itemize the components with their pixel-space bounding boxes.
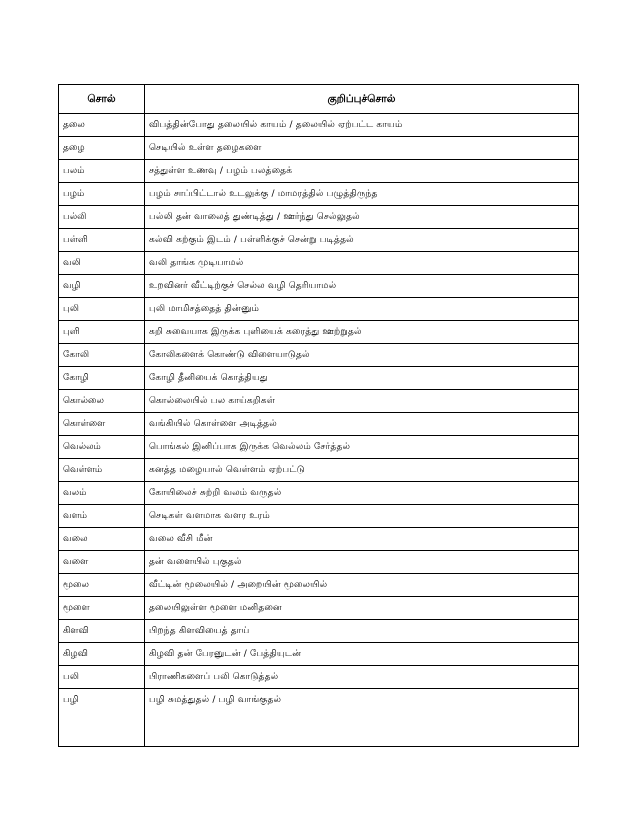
word-cell: பழி [59, 689, 145, 747]
table-row [59, 137, 579, 160]
word-cell: பல்லி [59, 206, 145, 229]
sentence-cell: உறவினர் வீட்டிற்குச் செல்ல வழி தெரியாமல் [145, 275, 579, 298]
word-cell: தலை [59, 114, 145, 137]
word-cell: கொல்லை [59, 390, 145, 413]
sentence-cell: சத்துள்ள உணவு / பழம் பலத்தைக் [145, 160, 579, 183]
sentence-cell: செடிகள் வளமாக வளர உரம் [145, 505, 579, 528]
table-row [59, 275, 579, 298]
table-row [59, 574, 579, 597]
sentence-cell: பழம் சாப்பிட்டால் உடலுக்கு / மாமரத்தில் பழுத்திருந்த [145, 183, 579, 206]
sentence-cell: கோயிலைச் சுற்றி வலம் வருதல் [145, 482, 579, 505]
table-row [59, 367, 579, 390]
table-row [59, 390, 579, 413]
word-cell: வளை [59, 551, 145, 574]
sentence-cell: வீட்டின் மூலையில் / அறையின் மூலையில் [145, 574, 579, 597]
sentence-cell: கறி சுவையாக இருக்க புளியைக் கரைத்து ஊற்றுதல் [145, 321, 579, 344]
word-cell: வெள்ளம் [59, 459, 145, 482]
table-row [59, 229, 579, 252]
word-cell: வளம் [59, 505, 145, 528]
word-cell: மூலை [59, 574, 145, 597]
table-body [59, 114, 579, 747]
table-row [59, 643, 579, 666]
table-row [59, 298, 579, 321]
sentence-cell: பொங்கல் இனிப்பாக இருக்க வெல்லம் சேர்த்தல் [145, 436, 579, 459]
word-cell: பள்ளி [59, 229, 145, 252]
word-cell: வலை [59, 528, 145, 551]
table-row [59, 436, 579, 459]
sentence-cell: வலை வீசி மீன் [145, 528, 579, 551]
table-row [59, 551, 579, 574]
sentence-cell: தன் வளையில் புகுதல் [145, 551, 579, 574]
table-row [59, 252, 579, 275]
word-cell: கிழவி [59, 643, 145, 666]
sentence-cell: பழி சுமத்துதல் / பழி வாங்குதல் [145, 689, 579, 747]
sentence-cell: கோழி தீனியைக் கொத்தியது [145, 367, 579, 390]
word-cell: வெல்லம் [59, 436, 145, 459]
sentence-cell: பிராணிகளைப் பலி கொடுத்தல் [145, 666, 579, 689]
word-cell: வழி [59, 275, 145, 298]
table-row [59, 206, 579, 229]
sentence-cell: கனத்த மழையால் வெள்ளம் ஏற்பட்டு [145, 459, 579, 482]
sentence-cell: பிறந்த கிளவியைத் தாய் [145, 620, 579, 643]
sentence-cell: கொல்லையில் பல காய்கறிகள் [145, 390, 579, 413]
table-row [59, 528, 579, 551]
sentence-cell: கல்வி கற்கும் இடம் / பள்ளிக்குச் சென்று படித்தல் [145, 229, 579, 252]
word-cell: கிளவி [59, 620, 145, 643]
sentence-cell: வங்கியில் கொள்ளை அடித்தல் [145, 413, 579, 436]
table-row [59, 321, 579, 344]
table-row [59, 597, 579, 620]
word-cell: புளி [59, 321, 145, 344]
sentence-cell: வலி தாங்க முடியாமல் [145, 252, 579, 275]
header-sentence: குறிப்புச்சொல் [145, 85, 579, 114]
table-row [59, 689, 579, 747]
table-row [59, 160, 579, 183]
table-row [59, 344, 579, 367]
sentence-cell: தலையிலுள்ள மூளை மனிதனை [145, 597, 579, 620]
sentence-cell: பல்லி தன் வாலைத் துண்டித்து / ஊர்ந்து செல்லுதல் [145, 206, 579, 229]
word-cell: வலி [59, 252, 145, 275]
table-row [59, 505, 579, 528]
word-table [58, 84, 579, 747]
header-word: சொல் [59, 85, 145, 114]
word-cell: பழம் [59, 183, 145, 206]
table-row [59, 666, 579, 689]
sentence-cell: புலி மாமிசத்தைத் தின்னும் [145, 298, 579, 321]
table-row [59, 620, 579, 643]
table-row [59, 114, 579, 137]
word-cell: தழை [59, 137, 145, 160]
table-row [59, 482, 579, 505]
sentence-cell: விபத்தின்போது தலையில் காயம் / தலையில் ஏற்பட்ட காயம் [145, 114, 579, 137]
word-cell: பலம் [59, 160, 145, 183]
table-row [59, 413, 579, 436]
table-row [59, 183, 579, 206]
word-cell: கோழி [59, 367, 145, 390]
word-cell: வலம் [59, 482, 145, 505]
sentence-cell: கிழவி தன் பேரனுடன் / பேத்தியுடன் [145, 643, 579, 666]
table-header-row [59, 85, 579, 114]
sentence-cell: செடியில் உள்ள தழைகளை [145, 137, 579, 160]
word-cell: கொள்ளை [59, 413, 145, 436]
word-cell: புலி [59, 298, 145, 321]
word-cell: பலி [59, 666, 145, 689]
word-cell: கோலி [59, 344, 145, 367]
table-row [59, 459, 579, 482]
sentence-cell: கோலிகளைக் கொண்டு விளையாடுதல் [145, 344, 579, 367]
word-cell: மூளை [59, 597, 145, 620]
